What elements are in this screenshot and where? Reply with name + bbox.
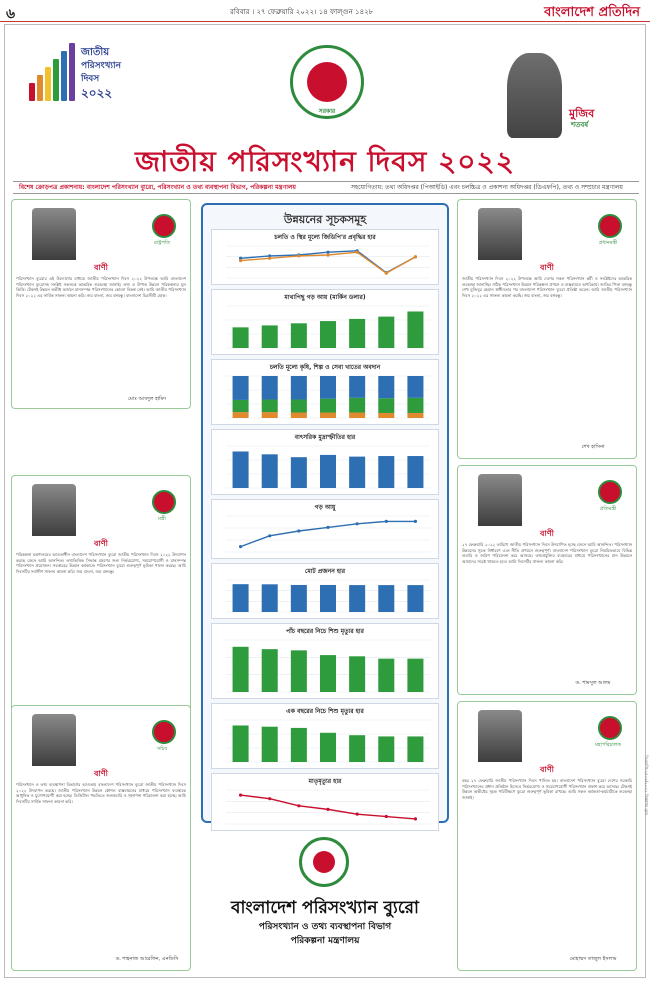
bar xyxy=(349,585,365,612)
masthead: বাংলাদেশ প্রতিদিন xyxy=(544,5,640,20)
message-director-general xyxy=(457,701,637,971)
mujib-borsho-logo xyxy=(487,53,637,143)
bar xyxy=(320,455,336,488)
message-title: বাণী xyxy=(540,529,554,538)
data-point xyxy=(268,257,271,260)
infographic-heading: উন্নয়নের সূচকসমূহ xyxy=(283,213,367,226)
data-point xyxy=(297,254,300,257)
bar xyxy=(407,456,423,488)
bar xyxy=(349,457,365,488)
bar xyxy=(262,584,278,612)
seal-label: প্রতিমন্ত্রী xyxy=(599,506,617,512)
government-emblem xyxy=(290,45,364,119)
data-point xyxy=(385,520,388,523)
chart-title: চলতি ও স্থির মূল্যে জিডিপি'র প্রবৃদ্ধির হার xyxy=(274,234,376,241)
supplement-title: জাতীয় পরিসংখ্যান দিবস ২০২২ xyxy=(135,145,515,178)
chart-plot xyxy=(212,442,438,494)
indicator-chart xyxy=(211,289,439,355)
seal-label: মন্ত্রী xyxy=(158,516,166,522)
chart-plot xyxy=(212,372,438,424)
day-logo xyxy=(19,31,139,141)
indicator-chart xyxy=(211,563,439,619)
bar-segment xyxy=(233,400,249,412)
bar xyxy=(378,317,394,348)
bar xyxy=(233,725,249,762)
bar-segment xyxy=(378,413,394,418)
message-signature: ড. শাহনাজ আরেফিন, এনডিসি xyxy=(115,956,179,962)
bar-segment xyxy=(320,413,336,418)
logo-year: ২০২২ xyxy=(81,86,113,100)
bar-segment xyxy=(407,376,423,398)
bar xyxy=(320,585,336,612)
credits-cooperation: সহযোগিতায়: তথ্য অধিদপ্তর (পিআইডি) এবং চলচ্চিত্র ও প্রকাশনা অধিদপ্তর (ডিএফপি), তথ্য ও সম্প্রচার মন্ত্রণালয় xyxy=(351,184,623,191)
page-date: রবিবার । ২৭ ফেব্রুয়ারি ২০২২। ১৪ ফাল্গুন ১৪২৮ xyxy=(230,8,374,16)
bar xyxy=(320,321,336,348)
bar xyxy=(407,311,423,348)
indicator-chart xyxy=(211,499,439,559)
chart-title: মাতৃমৃত্যুর হার xyxy=(308,778,342,785)
data-point xyxy=(356,522,359,525)
bar xyxy=(262,454,278,488)
bbs-logo-icon xyxy=(313,851,335,873)
chart-plot xyxy=(212,716,438,768)
indicator-chart xyxy=(211,359,439,425)
bar xyxy=(378,456,394,488)
chart-title: গড় আয়ু xyxy=(314,504,336,511)
series-line xyxy=(241,795,416,819)
data-point xyxy=(326,251,329,254)
bar xyxy=(378,585,394,612)
chart-plot xyxy=(212,512,438,558)
bar xyxy=(291,728,307,762)
data-point xyxy=(414,817,417,820)
chart-title: পাঁচ বছরের নিচে শিশু মৃত্যুর হার xyxy=(286,628,364,635)
bar xyxy=(320,733,336,762)
emblem-text: সরকার xyxy=(318,108,336,115)
message-signature: মোঃ আবদুল হামিদ xyxy=(128,396,166,402)
bar xyxy=(407,736,423,762)
portrait-icon xyxy=(478,710,522,762)
data-point xyxy=(268,534,271,537)
message-title: বাণী xyxy=(540,263,554,272)
bar xyxy=(291,323,307,348)
series-line xyxy=(241,521,416,546)
message-president xyxy=(11,199,191,409)
message-signature: ড. শামসুল আলম xyxy=(575,680,611,686)
indicator-chart xyxy=(211,773,439,831)
message-body: পরিসংখ্যান ও তথ্য ব্যবস্থাপনা বিভাগের আওতায় বাংলাদেশ পরিসংখ্যান ব্যুরো জাতীয় পরিসংখ্যান দিবস ২০২২ উদযাপন করছে। জাতীয় পরিসংখ্যান উন্নয়ন কৌশল বাস্তবায়নের মাধ্যমে পরিসংখ্যান ব্যবস্থাকে আধুনিক ও যুগোপযোগী করা হচ্ছে। ডিজিটাল পদ্ধতিতে জনশুমারি ও গৃহগণনা পরিচালনা করা হচ্ছে। আমি দিবসটির সার্বিক সাফল্য কামনা করি। xyxy=(16,782,186,804)
message-title: বাণী xyxy=(540,765,554,774)
footer-organization: বাংলাদেশ পরিসংখ্যান ব্যুরো xyxy=(231,898,419,918)
chart-title: মাথাপিছু গড় আয় (মার্কিন ডলার) xyxy=(284,294,366,301)
chart-plot xyxy=(212,242,438,284)
data-point xyxy=(239,794,242,797)
bar-segment xyxy=(262,400,278,413)
footer-ministry: পরিকল্পনা মন্ত্রণালয় xyxy=(290,936,360,946)
supplement-ad xyxy=(4,24,649,978)
seal-label: রাষ্ট্রপতি xyxy=(154,240,170,246)
message-title: বাণী xyxy=(94,263,108,272)
bar-segment xyxy=(349,413,365,418)
bar xyxy=(233,647,249,692)
indicator-chart xyxy=(211,229,439,285)
credits-strip xyxy=(13,181,639,194)
ad-code-note: ডিএফপি-২৫০৬/২০২২ বিজ্ঞাপন মূল্য xyxy=(644,755,649,815)
bar-segment xyxy=(291,400,307,413)
bar xyxy=(233,584,249,612)
message-body: বছর ২৭ ফেব্রুয়ারি জাতীয় পরিসংখ্যান দিবস পালিত হয়। বাংলাদেশ পরিসংখ্যান ব্যুরো দেশের সরকারি পরিসংখ্যানের প্রধান প্রতিষ্ঠান হিসেবে নির্ভরযোগ্য ও সময়োপযোগী পরিসংখ্যান প্রকাশ করে আসছে। টেকসই উন্নয়ন অভীষ্টের সূচক পরিবীক্ষণে ব্যুরো গুরুত্বপূর্ণ ভূমিকা রাখছে। আমি সকল কর্মকর্তা-কর্মচারীকে শুভেচ্ছা জানাই। xyxy=(462,778,632,800)
chart-title: মোট প্রজনন হার xyxy=(304,568,346,575)
chart-title: বাৎসরিক মুদ্রাস্ফীতির হার xyxy=(294,434,356,441)
bar xyxy=(349,656,365,692)
seal-icon xyxy=(598,716,622,740)
data-point xyxy=(385,815,388,818)
bar xyxy=(407,585,423,612)
chart-plot xyxy=(212,576,438,618)
bar xyxy=(262,727,278,762)
bbs-logo xyxy=(299,837,349,887)
bar xyxy=(320,655,336,692)
data-point xyxy=(414,255,417,258)
data-point xyxy=(326,808,329,811)
bar-segment xyxy=(262,412,278,418)
portrait-icon xyxy=(478,208,522,260)
bar xyxy=(291,650,307,692)
bar-segment xyxy=(291,413,307,418)
data-point xyxy=(356,813,359,816)
chart-plot xyxy=(212,302,438,354)
footer-division: পরিসংখ্যান ও তথ্য ব্যবস্থাপনা বিভাগ xyxy=(258,922,392,932)
chart-title: এক বছরের নিচে শিশু মৃত্যুর হার xyxy=(286,708,364,715)
supplement-header xyxy=(5,25,645,178)
seal-label: সচিব xyxy=(156,746,168,752)
bar xyxy=(378,659,394,692)
indicator-chart xyxy=(211,623,439,699)
bar-segment xyxy=(233,376,249,400)
credits-publisher: বিশেষ ক্রোড়পত্র প্রকাশনায়: বাংলাদেশ পরিসংখ্যান ব্যুরো, পরিসংখ্যান ও তথ্য ব্যবস্থাপনা বিভাগ, পরিকল্পনা মন্ত্রণালয় xyxy=(19,184,296,191)
bar-segment xyxy=(349,376,365,398)
bar xyxy=(349,735,365,762)
seal-label: মহাপরিচালক xyxy=(595,742,621,748)
seal-label: প্রধানমন্ত্রী xyxy=(598,240,618,246)
message-body: ২৭ ফেব্রুয়ারি ২০২২ তারিখে জাতীয় পরিসংখ্যান দিবস উদযাপিত হচ্ছে জেনে আমি আনন্দিত। পরিসংখ্যান উন্নয়নের সূচক নির্ধারণে এবং নীতি প্রণয়নে গুরুত্বপূর্ণ। বাংলাদেশ পরিসংখ্যান ব্যুরো নিয়মিতভাবে বিভিন্ন শুমারি ও জরিপ পরিচালনা করে আসছে। তথ্যপ্রযুক্তির ব্যবহারের মাধ্যমে পরিসংখ্যানের মান উন্নয়নে আমাদের সচেষ্ট থাকতে হবে। আমি দিবসটির সাফল্য কামনা করি। xyxy=(462,542,632,564)
mujib-logo-sub: শতবর্ষ xyxy=(571,121,589,129)
bar-segment xyxy=(233,412,249,418)
chart-plot xyxy=(212,636,438,698)
bar xyxy=(233,327,249,348)
page-number: ৬ xyxy=(6,6,16,22)
data-point xyxy=(356,251,359,254)
message-body: পরিসংখ্যান ব্যুরোর এই উদ্যোগের মাধ্যমে জাতীয় পরিসংখ্যান দিবস ২০২২ উপলক্ষে আমি বাংলাদেশ পরিসংখ্যান ব্যুরোসহ সংশ্লিষ্ট সকলকে আন্তরিক শুভেচ্ছা জানাই। তথ্য ও উপাত্ত উন্নয়ন পরিকল্পনার মূল ভিত্তি। টেকসই উন্নয়ন অভীষ্ট অর্জনে মানসম্পন্ন পরিসংখ্যানের কোনো বিকল্প নেই। আমি জাতীয় পরিসংখ্যান দিবস ২০২২ এর সার্বিক সাফল্য কামনা করি। জয় বাংলা, জয় বঙ্গবন্ধু। বাংলাদেশ চিরজীবী হোক। xyxy=(16,276,186,298)
data-point xyxy=(297,804,300,807)
seal-icon xyxy=(598,480,622,504)
bar-segment xyxy=(320,399,336,413)
message-title: বাণী xyxy=(94,769,108,778)
bar xyxy=(378,736,394,762)
message-body: পরিকল্পনা মন্ত্রণালয়ের আওতাধীন বাংলাদেশ পরিসংখ্যান ব্যুরো জাতীয় পরিসংখ্যান দিবস ২০২২ উদযাপন করছে জেনে আমি আনন্দিত। তথ্যভিত্তিক সিদ্ধান্ত গ্রহণের জন্য নির্ভরযোগ্য, সময়োপযোগী ও মানসম্পন্ন পরিসংখ্যান প্রয়োজন। সরকারের উন্নয়ন কর্মকাণ্ডে পরিসংখ্যান ব্যুরো গুরুত্বপূর্ণ ভূমিকা পালন করছে। আমি দিবসটির সর্বাঙ্গীণ সাফল্য কামনা করি। জয় বাংলা, জয় বঙ্গবন্ধু। xyxy=(16,552,186,574)
bar xyxy=(262,649,278,692)
message-signature: মোহাম্মদ তাজুল ইসলাম xyxy=(569,956,617,962)
bar-graph-icon xyxy=(29,41,79,101)
seal-icon xyxy=(598,214,622,238)
indicator-chart xyxy=(211,703,439,769)
bar-segment xyxy=(407,413,423,418)
logo-line-1: জাতীয় xyxy=(81,47,110,58)
data-point xyxy=(326,253,329,256)
bar xyxy=(291,457,307,488)
message-title: বাণী xyxy=(94,539,108,548)
message-body: জাতীয় পরিসংখ্যান দিবস ২০২২ উপলক্ষে আমি দেশের সকল পরিসংখ্যান কর্মী ও সংশ্লিষ্টদের আন্তরিক শুভেচ্ছা জানাচ্ছি। সঠিক পরিসংখ্যান উন্নয়ন পরিকল্পনা প্রণয়ন ও বাস্তবায়নে অপরিহার্য। জাতির পিতা বঙ্গবন্ধু শেখ মুজিবুর রহমান স্বাধীনতার পর বাংলাদেশ পরিসংখ্যান ব্যুরো প্রতিষ্ঠা করেন। আমি জাতীয় পরিসংখ্যান দিবস ২০২২ এর সাফল্য কামনা করছি। জয় বাংলা, জয় বঙ্গবন্ধু। xyxy=(462,276,632,298)
chart-plot xyxy=(212,786,438,830)
bar xyxy=(349,319,365,348)
portrait-icon xyxy=(32,208,76,260)
bar xyxy=(262,325,278,348)
bar-segment xyxy=(349,398,365,413)
indicator-chart xyxy=(211,429,439,495)
message-signature: শেখ হাসিনা xyxy=(581,444,605,450)
bar-segment xyxy=(262,376,278,400)
bar-segment xyxy=(378,398,394,413)
bar xyxy=(233,451,249,488)
data-point xyxy=(297,529,300,532)
bar-segment xyxy=(407,398,423,413)
portrait-icon xyxy=(32,714,76,766)
portrait-icon xyxy=(507,53,562,138)
seal-icon xyxy=(152,490,176,514)
data-point xyxy=(239,545,242,548)
bar-segment xyxy=(291,376,307,400)
bar-segment xyxy=(378,376,394,398)
chart-title: চলতি মূল্যে কৃষি, শিল্প ও সেবা খাতের অবদান xyxy=(269,364,381,371)
message-prime-minister xyxy=(457,199,637,459)
bar xyxy=(407,659,423,692)
portrait-icon xyxy=(32,484,76,536)
bar xyxy=(291,585,307,612)
data-point xyxy=(385,272,388,275)
message-state-minister xyxy=(457,465,637,695)
data-point xyxy=(414,520,417,523)
data-point xyxy=(239,259,242,262)
seal-icon xyxy=(152,214,176,238)
bar-segment xyxy=(320,376,336,399)
page-topbar xyxy=(0,0,650,22)
supplement-footer xyxy=(201,835,449,975)
seal-icon xyxy=(152,720,176,744)
portrait-icon xyxy=(478,474,522,526)
indicators-infographic xyxy=(201,203,449,823)
data-point xyxy=(326,526,329,529)
message-secretary xyxy=(11,705,191,971)
logo-line-2: পরিসংখ্যান xyxy=(81,61,121,71)
emblem-map-icon xyxy=(307,62,347,102)
logo-line-3: দিবস xyxy=(81,74,100,84)
mujib-logo-text: মুজিব xyxy=(569,107,595,120)
data-point xyxy=(268,797,271,800)
